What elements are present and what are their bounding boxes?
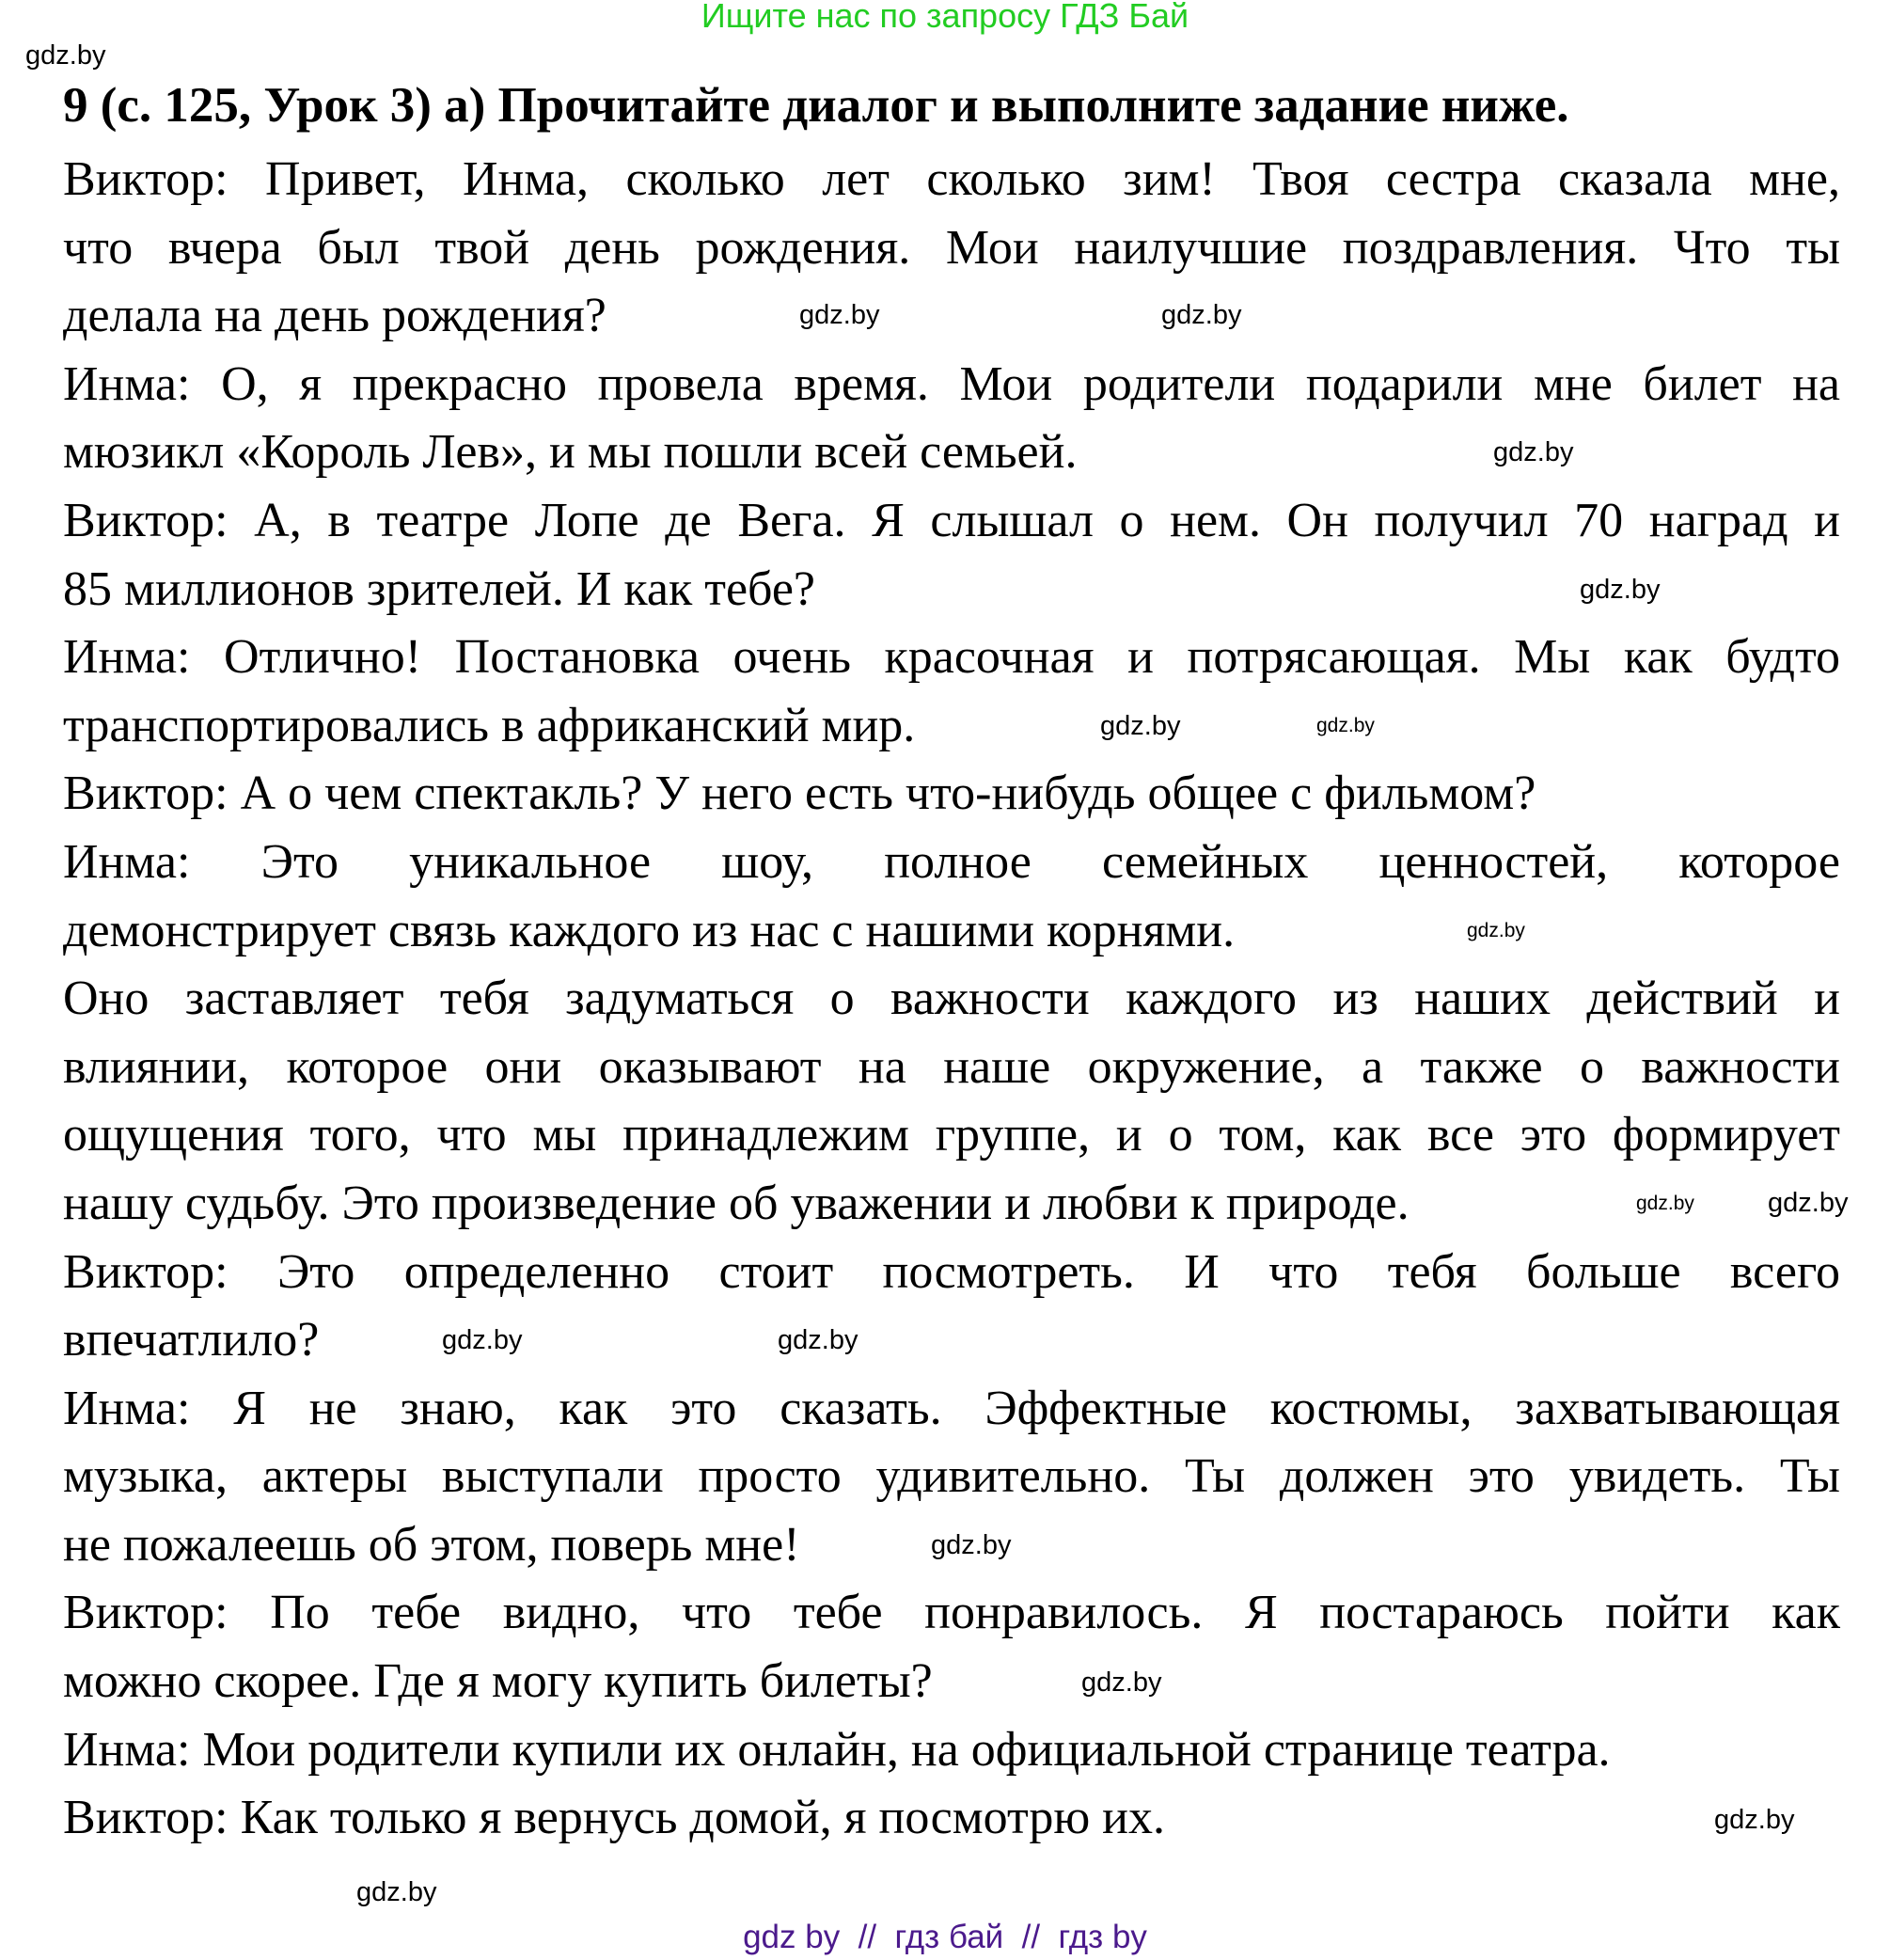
text-line: влиянии, которое они оказывают на наше окружение, а также о важности [63, 1039, 1840, 1094]
text-line: Инма: Отлично! Постановка очень красочная и потрясающая. Мы как будто [63, 630, 1840, 685]
text-line: Оно заставляет тебя задуматься о важности каждого из наших действий и [63, 972, 1840, 1026]
dialogue-text [63, 146, 1840, 1853]
watermark: gdz.by [1768, 1188, 1849, 1218]
text-line: Инма: Мои родители купили их онлайн, на официальной странице театра. [63, 1722, 1611, 1777]
text-line: Инма: Это уникальное шоу, полное семейных ценностей, которое [63, 834, 1840, 889]
text-line: 85 миллионов зрителей. И как тебе? [63, 561, 815, 616]
watermark: gdz.by [1493, 437, 1574, 467]
text-line: делала на день рождения? [63, 289, 606, 343]
exercise-title: 9 (с. 125, Урок 3) а) Прочитайте диалог и выполните задание ниже. [63, 78, 1569, 133]
text-line: не пожалеешь об этом, поверь мне! [63, 1517, 800, 1572]
text-line: Инма: О, я прекрасно провела время. Мои родители подарили мне билет на [63, 356, 1840, 411]
text-line: мюзикл «Король Лев», и мы пошли всей семьей. [63, 425, 1078, 480]
text-line: Виктор: Это определенно стоит посмотреть. И что тебя больше всего [63, 1244, 1840, 1299]
text-line: Виктор: А, в театре Лопе де Вега. Я слышал о нем. Он получил 70 наград и [63, 493, 1840, 547]
watermark: gdz.by [1316, 715, 1375, 736]
text-line: впечатлило? [63, 1313, 320, 1367]
watermark: gdz.by [1714, 1805, 1795, 1835]
watermark: gdz.by [1081, 1668, 1162, 1698]
watermark: gdz.by [1580, 575, 1661, 605]
text-line: Виктор: По тебе видно, что тебе понравилось. Я постараюсь пойти как [63, 1586, 1840, 1640]
text-line: Виктор: Привет, Инма, сколько лет сколько зим! Твоя сестра сказала мне, [63, 152, 1840, 206]
footer-links: gdz by // гдз бай // гдз by [743, 1919, 1147, 1955]
watermark: gdz.by [931, 1530, 1012, 1560]
watermark: gdz.by [1161, 300, 1242, 330]
watermark: gdz.by [356, 1877, 437, 1907]
text-line: музыка, актеры выступали просто удивительно. Ты должен это увидеть. Ты [63, 1449, 1840, 1504]
text-line: транспортировались в африканский мир. [63, 698, 916, 752]
text-line: Виктор: А о чем спектакль? У него есть что-нибудь общее с фильмом? [63, 767, 1536, 821]
text-line: демонстрирует связь каждого из нас с нашими корнями. [63, 903, 1236, 957]
watermark: gdz.by [799, 300, 880, 330]
text-line: что вчера был твой день рождения. Мои наилучшие поздравления. Что ты [63, 220, 1840, 275]
text-line: Виктор: Как только я вернусь домой, я посмотрю их. [63, 1791, 1166, 1845]
watermark: gdz.by [778, 1325, 858, 1355]
watermark: gdz.by [1636, 1193, 1694, 1214]
text-line: ощущения того, что мы принадлежим группе, и о том, как все это формирует [63, 1108, 1840, 1162]
text-line: можно скорее. Где я могу купить билеты? [63, 1654, 933, 1709]
watermark: gdz.by [1100, 711, 1181, 741]
watermark: gdz.by [25, 40, 106, 71]
watermark: gdz.by [442, 1325, 523, 1355]
search-banner: Ищите нас по запросу ГДЗ Бай [701, 0, 1189, 35]
text-line: Инма: Я не знаю, как это сказать. Эффектные костюмы, захватывающая [63, 1381, 1840, 1435]
watermark: gdz.by [1467, 920, 1525, 941]
text-line: нашу судьбу. Это произведение об уважении и любви к природе. [63, 1176, 1410, 1230]
